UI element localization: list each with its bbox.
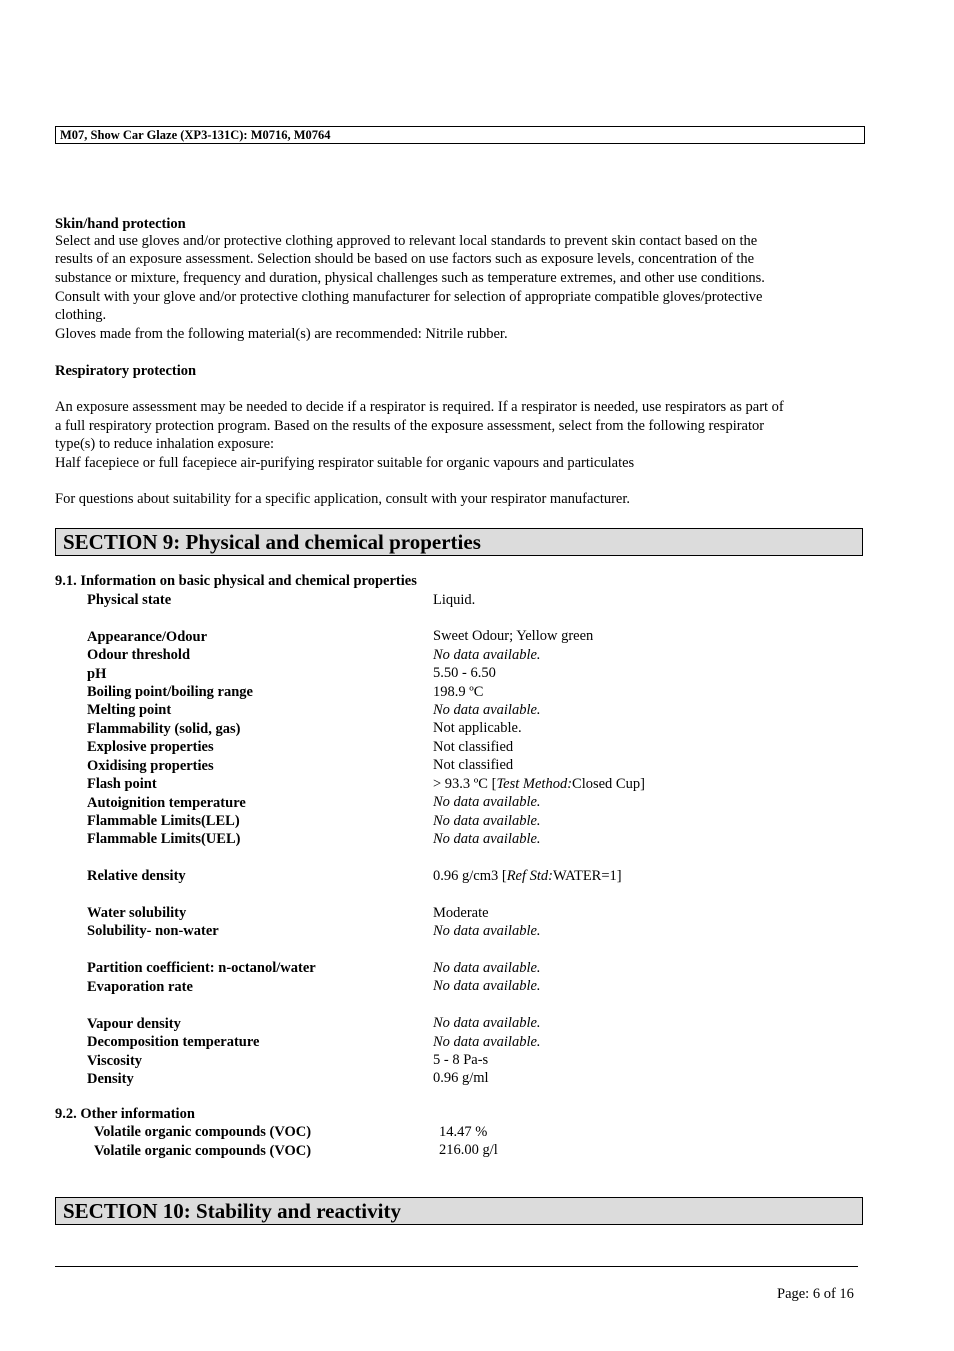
prop-value-flash-point: [433, 775, 645, 793]
prop-value-evaporation: No data available.: [433, 978, 541, 994]
respiratory-line-1: An exposure assessment may be needed to decide if a respirator is required. If a respirator is needed, use respirators as part of: [55, 399, 784, 415]
prop-label-oxidising: Oxidising properties: [87, 758, 214, 774]
skin-protection-heading: Skin/hand protection: [55, 216, 186, 232]
prop-label-water-solubility: Water solubility: [87, 905, 187, 921]
prop-label-partition: Partition coefficient: n-octanol/water: [87, 960, 316, 976]
prop-label-decomposition: Decomposition temperature: [87, 1034, 260, 1050]
flash-point-value: > 93.3 ºC [: [433, 776, 497, 792]
prop-value-water-solubility: Moderate: [433, 905, 489, 921]
prop-value-relative-density: [433, 867, 622, 885]
flash-point-method: Closed Cup]: [572, 776, 645, 792]
respiratory-line-3: type(s) to reduce inhalation exposure:: [55, 436, 275, 452]
skin-protection-line-1: Select and use gloves and/or protective clothing approved to relevant local standards to prevent skin contact based on the: [55, 233, 758, 249]
footer-divider: [55, 1266, 858, 1267]
flash-point-method-label: Test Method:: [496, 776, 573, 792]
prop-value-vapour-density: No data available.: [433, 1015, 541, 1031]
section-10-title: SECTION 10: Stability and reactivity: [55, 1197, 863, 1225]
prop-label-explosive: Explosive properties: [87, 739, 214, 755]
relative-density-ref: WATER=1]: [553, 868, 622, 884]
voc-value-gl: 216.00 g/l: [439, 1142, 498, 1158]
prop-label-appearance: Appearance/Odour: [87, 629, 208, 645]
prop-value-physical-state: Liquid.: [433, 592, 476, 608]
prop-value-explosive: Not classified: [433, 739, 514, 755]
prop-label-physical-state: Physical state: [87, 592, 172, 608]
prop-label-vapour-density: Vapour density: [87, 1016, 181, 1032]
section-9-2-heading: 9.2. Other information: [55, 1106, 195, 1122]
page-number: Page: 6 of 16: [777, 1286, 854, 1302]
respiratory-line-4: Half facepiece or full facepiece air-purifying respirator suitable for organic vapours and particulates: [55, 455, 635, 471]
gloves-recommendation: Gloves made from the following material(s) are recommended: Nitrile rubber.: [55, 326, 508, 342]
section-9-title: SECTION 9: Physical and chemical properties: [55, 528, 863, 556]
prop-value-solubility-non-water: No data available.: [433, 923, 541, 939]
prop-label-solubility-non-water: Solubility- non-water: [87, 923, 219, 939]
skin-protection-line-4: Consult with your glove and/or protective clothing manufacturer for selection of appropriate compatible gloves/protective: [55, 289, 763, 305]
prop-label-flammability: Flammability (solid, gas): [87, 721, 241, 737]
prop-value-density: 0.96 g/ml: [433, 1070, 489, 1086]
relative-density-value: 0.96 g/cm3 [: [433, 868, 507, 884]
prop-label-uel: Flammable Limits(UEL): [87, 831, 241, 847]
voc-label-gl: Volatile organic compounds (VOC): [94, 1143, 312, 1159]
respiratory-questions: For questions about suitability for a specific application, consult with your respirator manufacturer.: [55, 491, 631, 507]
respiratory-protection-heading: Respiratory protection: [55, 363, 197, 379]
prop-label-melting-point: Melting point: [87, 702, 172, 718]
prop-value-flammability: Not applicable.: [433, 720, 522, 736]
prop-value-melting-point: No data available.: [433, 702, 541, 718]
prop-label-ph: pH: [87, 666, 107, 682]
prop-label-viscosity: Viscosity: [87, 1053, 143, 1069]
prop-label-lel: Flammable Limits(LEL): [87, 813, 240, 829]
prop-label-autoignition: Autoignition temperature: [87, 795, 246, 811]
skin-protection-line-3: substance or mixture, frequency and duration, physical challenges such as temperature extremes, and other use conditions.: [55, 270, 765, 286]
voc-label-percent: Volatile organic compounds (VOC): [94, 1124, 312, 1140]
skin-protection-line-2: results of an exposure assessment. Selection should be based on use factors such as exposure levels, concentration of the: [55, 251, 755, 267]
prop-value-autoignition: No data available.: [433, 794, 541, 810]
relative-density-ref-label: Ref Std:: [506, 868, 554, 884]
prop-label-relative-density: Relative density: [87, 868, 186, 884]
prop-value-decomposition: No data available.: [433, 1034, 541, 1050]
skin-protection-line-5: clothing.: [55, 307, 107, 323]
prop-label-boiling-point: Boiling point/boiling range: [87, 684, 253, 700]
prop-value-partition: No data available.: [433, 960, 541, 976]
prop-value-oxidising: Not classified: [433, 757, 514, 773]
prop-label-evaporation: Evaporation rate: [87, 979, 193, 995]
prop-label-density: Density: [87, 1071, 134, 1087]
section-9-1-heading: 9.1. Information on basic physical and chemical properties: [55, 573, 417, 589]
voc-value-percent: 14.47 %: [439, 1124, 488, 1140]
prop-label-odour-threshold: Odour threshold: [87, 647, 191, 663]
respiratory-line-2: a full respiratory protection program. Based on the results of the exposure assessment, select from the following respirator: [55, 418, 765, 434]
document-header-product: M07, Show Car Glaze (XP3-131C): M0716, M0764: [55, 126, 865, 144]
prop-label-flash-point: Flash point: [87, 776, 157, 792]
prop-value-boiling-point: 198.9 ºC: [433, 684, 484, 700]
prop-value-lel: No data available.: [433, 813, 541, 829]
prop-value-uel: No data available.: [433, 831, 541, 847]
prop-value-viscosity: 5 - 8 Pa-s: [433, 1052, 489, 1068]
prop-value-ph: 5.50 - 6.50: [433, 665, 496, 681]
prop-value-odour-threshold: No data available.: [433, 647, 541, 663]
prop-value-appearance: Sweet Odour; Yellow green: [433, 628, 594, 644]
